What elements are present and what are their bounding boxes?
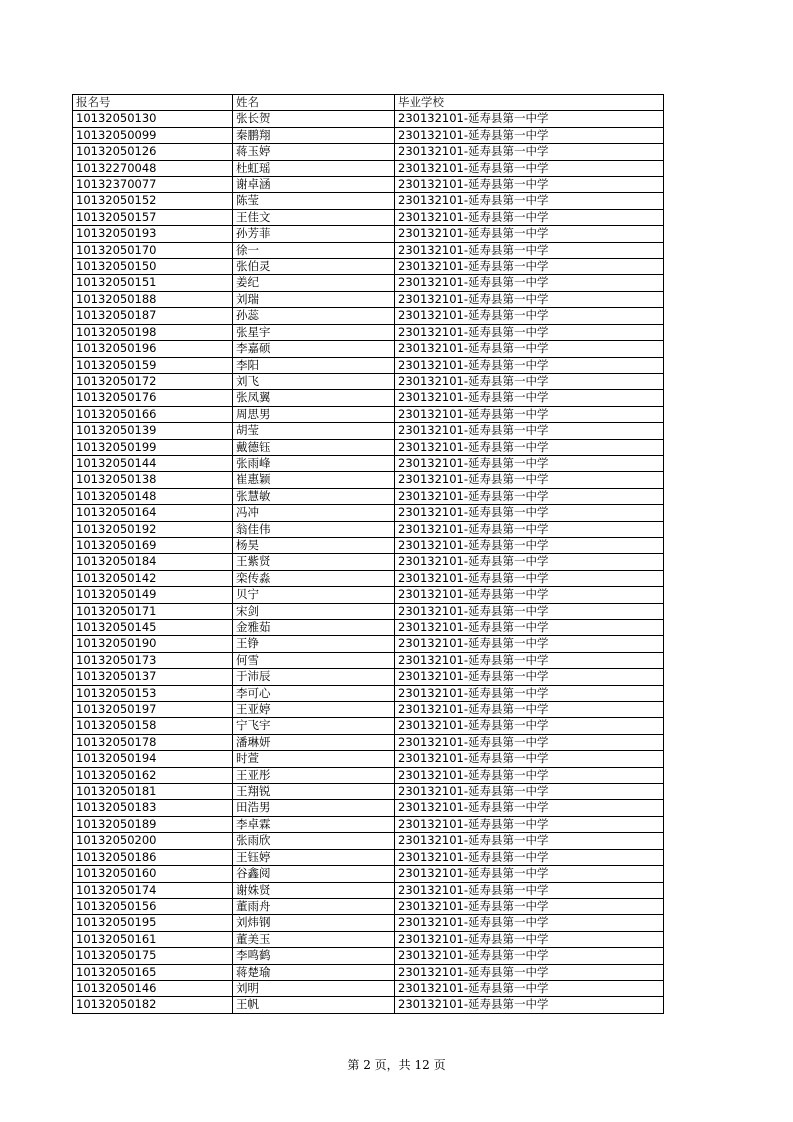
student-name-cell: 李卓霖 xyxy=(233,816,395,832)
school-cell: 230132101-延寿县第一中学 xyxy=(395,455,664,471)
school-cell: 230132101-延寿县第一中学 xyxy=(395,816,664,832)
school-cell: 230132101-延寿县第一中学 xyxy=(395,439,664,455)
student-name-cell: 陈莹 xyxy=(233,193,395,209)
registration-number-cell: 10132050172 xyxy=(73,373,233,389)
student-name-cell: 王亚婷 xyxy=(233,702,395,718)
table-row xyxy=(73,111,664,127)
table-row xyxy=(73,291,664,307)
registration-number-cell: 10132050137 xyxy=(73,669,233,685)
student-name-cell: 张星宇 xyxy=(233,324,395,340)
student-name-cell: 张雨欣 xyxy=(233,833,395,849)
school-cell: 230132101-延寿县第一中学 xyxy=(395,193,664,209)
student-name-cell: 谢卓涵 xyxy=(233,177,395,193)
table-row xyxy=(73,669,664,685)
registration-number-cell: 10132050174 xyxy=(73,882,233,898)
school-cell: 230132101-延寿县第一中学 xyxy=(395,636,664,652)
school-cell: 230132101-延寿县第一中学 xyxy=(395,685,664,701)
registration-number-cell: 10132050099 xyxy=(73,127,233,143)
student-name-cell: 于沛辰 xyxy=(233,669,395,685)
school-cell: 230132101-延寿县第一中学 xyxy=(395,898,664,914)
student-name-cell: 王钰婷 xyxy=(233,849,395,865)
registration-number-cell: 10132050126 xyxy=(73,144,233,160)
table-row xyxy=(73,505,664,521)
school-cell: 230132101-延寿县第一中学 xyxy=(395,915,664,931)
student-name-cell: 蒋楚瑜 xyxy=(233,964,395,980)
registration-number-cell: 10132050200 xyxy=(73,833,233,849)
school-cell: 230132101-延寿县第一中学 xyxy=(395,505,664,521)
table-row xyxy=(73,620,664,636)
student-name-cell: 刘瑞 xyxy=(233,291,395,307)
table-row xyxy=(73,259,664,275)
student-name-cell: 贝宁 xyxy=(233,587,395,603)
table-row xyxy=(73,702,664,718)
student-name-cell: 李鸣鹤 xyxy=(233,948,395,964)
registration-number-cell: 10132050193 xyxy=(73,226,233,242)
registration-number-cell: 10132050194 xyxy=(73,751,233,767)
registration-number-cell: 10132050160 xyxy=(73,866,233,882)
student-name-cell: 周思男 xyxy=(233,406,395,422)
school-cell: 230132101-延寿县第一中学 xyxy=(395,275,664,291)
student-name-cell: 董美玉 xyxy=(233,931,395,947)
table-row xyxy=(73,390,664,406)
student-name-cell: 崔惠颖 xyxy=(233,472,395,488)
registration-number-cell: 10132050150 xyxy=(73,259,233,275)
enrollment-table xyxy=(72,94,664,1014)
table-row xyxy=(73,423,664,439)
school-cell: 230132101-延寿县第一中学 xyxy=(395,570,664,586)
registration-number-cell: 10132050182 xyxy=(73,997,233,1013)
school-cell: 230132101-延寿县第一中学 xyxy=(395,833,664,849)
school-cell: 230132101-延寿县第一中学 xyxy=(395,784,664,800)
school-cell: 230132101-延寿县第一中学 xyxy=(395,177,664,193)
school-cell: 230132101-延寿县第一中学 xyxy=(395,488,664,504)
table-row xyxy=(73,931,664,947)
student-name-cell: 谷鑫阅 xyxy=(233,866,395,882)
school-cell: 230132101-延寿县第一中学 xyxy=(395,849,664,865)
student-name-cell: 王亚彤 xyxy=(233,767,395,783)
table-row xyxy=(73,980,664,996)
table-row xyxy=(73,455,664,471)
student-name-cell: 翁佳伟 xyxy=(233,521,395,537)
table-row xyxy=(73,898,664,914)
table-row xyxy=(73,603,664,619)
registration-number-cell: 10132050144 xyxy=(73,455,233,471)
registration-number-cell: 10132050159 xyxy=(73,357,233,373)
student-name-cell: 王铮 xyxy=(233,636,395,652)
school-cell: 230132101-延寿县第一中学 xyxy=(395,144,664,160)
table-row xyxy=(73,144,664,160)
registration-number-cell: 10132050166 xyxy=(73,406,233,422)
school-cell: 230132101-延寿县第一中学 xyxy=(395,324,664,340)
registration-number-cell: 10132050142 xyxy=(73,570,233,586)
table-row xyxy=(73,997,664,1013)
registration-number-cell: 10132050176 xyxy=(73,390,233,406)
table-row xyxy=(73,439,664,455)
school-cell: 230132101-延寿县第一中学 xyxy=(395,226,664,242)
school-cell: 230132101-延寿县第一中学 xyxy=(395,702,664,718)
table-row xyxy=(73,570,664,586)
table-row xyxy=(73,177,664,193)
table-row xyxy=(73,554,664,570)
registration-number-cell: 10132050139 xyxy=(73,423,233,439)
student-name-cell: 张凤翼 xyxy=(233,390,395,406)
student-name-cell: 何雪 xyxy=(233,652,395,668)
student-name-cell: 刘明 xyxy=(233,980,395,996)
table-row xyxy=(73,915,664,931)
student-name-cell: 潘琳妍 xyxy=(233,734,395,750)
school-cell: 230132101-延寿县第一中学 xyxy=(395,209,664,225)
school-cell: 230132101-延寿县第一中学 xyxy=(395,800,664,816)
school-cell: 230132101-延寿县第一中学 xyxy=(395,931,664,947)
school-cell: 230132101-延寿县第一中学 xyxy=(395,964,664,980)
registration-number-cell: 10132050198 xyxy=(73,324,233,340)
table-row xyxy=(73,226,664,242)
student-name-cell: 刘炜钢 xyxy=(233,915,395,931)
table-row xyxy=(73,127,664,143)
student-name-cell: 杨昊 xyxy=(233,537,395,553)
school-cell: 230132101-延寿县第一中学 xyxy=(395,242,664,258)
registration-number-cell: 10132050138 xyxy=(73,472,233,488)
school-cell: 230132101-延寿县第一中学 xyxy=(395,866,664,882)
table-row xyxy=(73,718,664,734)
table-row xyxy=(73,866,664,882)
registration-number-cell: 10132050148 xyxy=(73,488,233,504)
registration-number-cell: 10132050130 xyxy=(73,111,233,127)
student-name-cell: 谢姝贤 xyxy=(233,882,395,898)
school-cell: 230132101-延寿县第一中学 xyxy=(395,734,664,750)
school-cell: 230132101-延寿县第一中学 xyxy=(395,521,664,537)
student-name-cell: 秦鹏翔 xyxy=(233,127,395,143)
table-row xyxy=(73,521,664,537)
registration-number-cell: 10132050183 xyxy=(73,800,233,816)
table-header-row xyxy=(73,95,664,111)
table-row xyxy=(73,357,664,373)
table-row xyxy=(73,784,664,800)
school-cell: 230132101-延寿县第一中学 xyxy=(395,341,664,357)
school-cell: 230132101-延寿县第一中学 xyxy=(395,669,664,685)
student-name-cell: 宁飞宇 xyxy=(233,718,395,734)
school-cell: 230132101-延寿县第一中学 xyxy=(395,111,664,127)
student-name-cell: 张伯灵 xyxy=(233,259,395,275)
school-cell: 230132101-延寿县第一中学 xyxy=(395,423,664,439)
table-row xyxy=(73,341,664,357)
registration-number-cell: 10132050145 xyxy=(73,620,233,636)
table-row xyxy=(73,849,664,865)
registration-number-cell: 10132050169 xyxy=(73,537,233,553)
school-cell: 230132101-延寿县第一中学 xyxy=(395,587,664,603)
student-name-cell: 戴德钰 xyxy=(233,439,395,455)
school-cell: 230132101-延寿县第一中学 xyxy=(395,980,664,996)
school-cell: 230132101-延寿县第一中学 xyxy=(395,554,664,570)
school-cell: 230132101-延寿县第一中学 xyxy=(395,652,664,668)
school-cell: 230132101-延寿县第一中学 xyxy=(395,948,664,964)
registration-number-cell: 10132050149 xyxy=(73,587,233,603)
school-cell: 230132101-延寿县第一中学 xyxy=(395,603,664,619)
table-row xyxy=(73,652,664,668)
student-name-cell: 田浩男 xyxy=(233,800,395,816)
student-name-cell: 张雨峰 xyxy=(233,455,395,471)
registration-number-cell: 10132050153 xyxy=(73,685,233,701)
student-name-cell: 冯冲 xyxy=(233,505,395,521)
school-cell: 230132101-延寿县第一中学 xyxy=(395,751,664,767)
registration-number-cell: 10132050151 xyxy=(73,275,233,291)
student-name-cell: 王翔锐 xyxy=(233,784,395,800)
student-name-cell: 李可心 xyxy=(233,685,395,701)
school-cell: 230132101-延寿县第一中学 xyxy=(395,308,664,324)
column-header-school: 毕业学校 xyxy=(395,95,664,111)
table-row xyxy=(73,816,664,832)
student-name-cell: 蒋玉婷 xyxy=(233,144,395,160)
school-cell: 230132101-延寿县第一中学 xyxy=(395,259,664,275)
table-row xyxy=(73,800,664,816)
registration-number-cell: 10132050164 xyxy=(73,505,233,521)
table-row xyxy=(73,406,664,422)
registration-number-cell: 10132050195 xyxy=(73,915,233,931)
student-name-cell: 金雅茹 xyxy=(233,620,395,636)
student-name-cell: 张慧敏 xyxy=(233,488,395,504)
registration-number-cell: 10132050199 xyxy=(73,439,233,455)
table-row xyxy=(73,160,664,176)
registration-number-cell: 10132050187 xyxy=(73,308,233,324)
table-row xyxy=(73,209,664,225)
school-cell: 230132101-延寿县第一中学 xyxy=(395,357,664,373)
registration-number-cell: 10132050196 xyxy=(73,341,233,357)
registration-number-cell: 10132050171 xyxy=(73,603,233,619)
student-name-cell: 王紫贤 xyxy=(233,554,395,570)
table-row xyxy=(73,587,664,603)
student-name-cell: 徐一 xyxy=(233,242,395,258)
registration-number-cell: 10132050184 xyxy=(73,554,233,570)
registration-number-cell: 10132050161 xyxy=(73,931,233,947)
student-name-cell: 王佳文 xyxy=(233,209,395,225)
registration-number-cell: 10132050188 xyxy=(73,291,233,307)
table-row xyxy=(73,275,664,291)
table-body xyxy=(73,111,664,1013)
school-cell: 230132101-延寿县第一中学 xyxy=(395,767,664,783)
school-cell: 230132101-延寿县第一中学 xyxy=(395,406,664,422)
table-row xyxy=(73,636,664,652)
school-cell: 230132101-延寿县第一中学 xyxy=(395,291,664,307)
registration-number-cell: 10132050175 xyxy=(73,948,233,964)
table-row xyxy=(73,373,664,389)
school-cell: 230132101-延寿县第一中学 xyxy=(395,373,664,389)
table-row xyxy=(73,308,664,324)
table-row xyxy=(73,685,664,701)
school-cell: 230132101-延寿县第一中学 xyxy=(395,620,664,636)
table-row xyxy=(73,767,664,783)
school-cell: 230132101-延寿县第一中学 xyxy=(395,882,664,898)
registration-number-cell: 10132050152 xyxy=(73,193,233,209)
student-name-cell: 宋剑 xyxy=(233,603,395,619)
registration-number-cell: 10132050189 xyxy=(73,816,233,832)
column-header-registration-number: 报名号 xyxy=(73,95,233,111)
student-name-cell: 王帆 xyxy=(233,997,395,1013)
registration-number-cell: 10132050197 xyxy=(73,702,233,718)
registration-number-cell: 10132050178 xyxy=(73,734,233,750)
student-name-cell: 李阳 xyxy=(233,357,395,373)
table-row xyxy=(73,537,664,553)
registration-number-cell: 10132050156 xyxy=(73,898,233,914)
student-name-cell: 孙芳菲 xyxy=(233,226,395,242)
registration-number-cell: 10132050165 xyxy=(73,964,233,980)
table-row xyxy=(73,472,664,488)
registration-number-cell: 10132050158 xyxy=(73,718,233,734)
school-cell: 230132101-延寿县第一中学 xyxy=(395,537,664,553)
student-name-cell: 李嘉硕 xyxy=(233,341,395,357)
registration-number-cell: 10132370077 xyxy=(73,177,233,193)
table-row xyxy=(73,242,664,258)
student-name-cell: 时萱 xyxy=(233,751,395,767)
school-cell: 230132101-延寿县第一中学 xyxy=(395,160,664,176)
registration-number-cell: 10132270048 xyxy=(73,160,233,176)
school-cell: 230132101-延寿县第一中学 xyxy=(395,472,664,488)
student-name-cell: 董雨舟 xyxy=(233,898,395,914)
student-name-cell: 刘飞 xyxy=(233,373,395,389)
registration-number-cell: 10132050173 xyxy=(73,652,233,668)
student-name-cell: 张长贺 xyxy=(233,111,395,127)
registration-number-cell: 10132050157 xyxy=(73,209,233,225)
registration-number-cell: 10132050146 xyxy=(73,980,233,996)
table-row xyxy=(73,324,664,340)
school-cell: 230132101-延寿县第一中学 xyxy=(395,127,664,143)
table-row xyxy=(73,734,664,750)
table-row xyxy=(73,833,664,849)
student-name-cell: 胡莹 xyxy=(233,423,395,439)
table-row xyxy=(73,948,664,964)
student-name-cell: 杜虹瑶 xyxy=(233,160,395,176)
student-name-cell: 孙蕊 xyxy=(233,308,395,324)
table-row xyxy=(73,882,664,898)
table-row xyxy=(73,751,664,767)
table-row xyxy=(73,964,664,980)
registration-number-cell: 10132050170 xyxy=(73,242,233,258)
student-name-cell: 栾传淼 xyxy=(233,570,395,586)
school-cell: 230132101-延寿县第一中学 xyxy=(395,718,664,734)
registration-number-cell: 10132050192 xyxy=(73,521,233,537)
school-cell: 230132101-延寿县第一中学 xyxy=(395,997,664,1013)
page-footer: 第 2 页，共 12 页 xyxy=(347,1058,446,1072)
registration-number-cell: 10132050181 xyxy=(73,784,233,800)
column-header-name: 姓名 xyxy=(233,95,395,111)
table-row xyxy=(73,488,664,504)
school-cell: 230132101-延寿县第一中学 xyxy=(395,390,664,406)
registration-number-cell: 10132050186 xyxy=(73,849,233,865)
student-name-cell: 姜纪 xyxy=(233,275,395,291)
table-row xyxy=(73,193,664,209)
registration-number-cell: 10132050190 xyxy=(73,636,233,652)
registration-number-cell: 10132050162 xyxy=(73,767,233,783)
